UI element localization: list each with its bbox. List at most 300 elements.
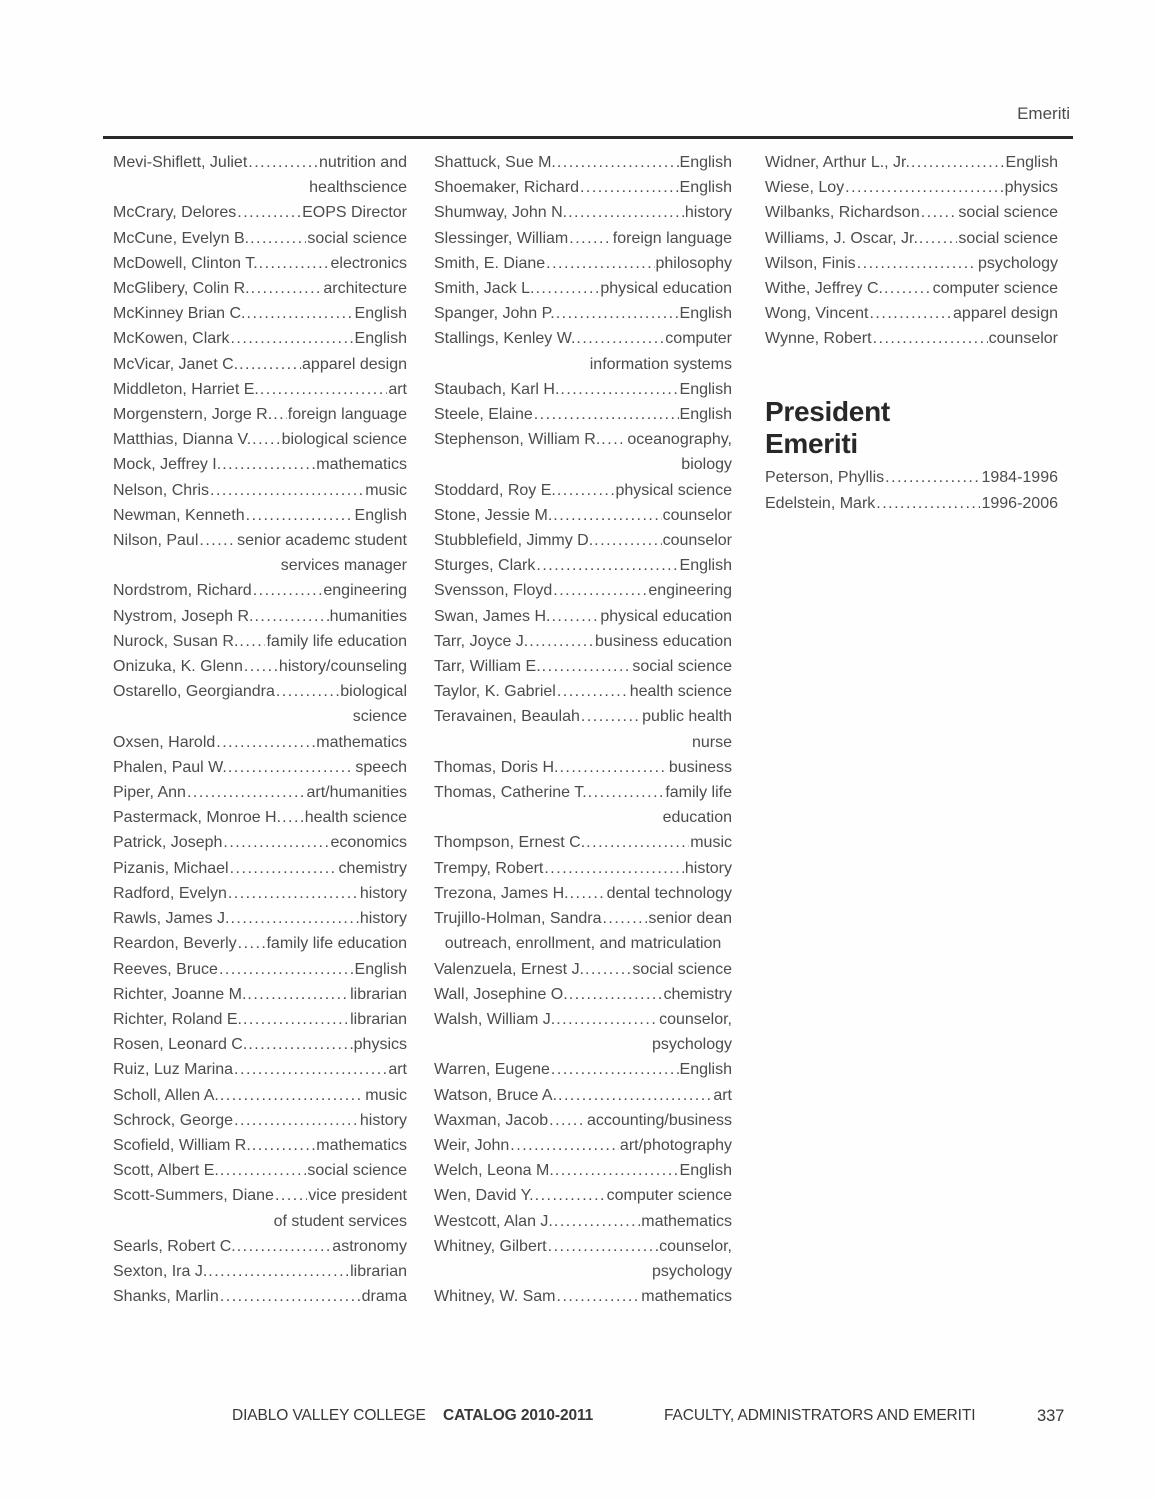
faculty-entry bbox=[113, 251, 407, 276]
faculty-entry bbox=[113, 856, 407, 881]
entry-department: psychology bbox=[977, 254, 1058, 272]
dot-leader bbox=[187, 780, 306, 805]
faculty-entry bbox=[434, 704, 732, 754]
entry-department: social science bbox=[307, 229, 407, 247]
dot-leader bbox=[276, 679, 339, 704]
entry-department: vice president bbox=[308, 1187, 407, 1205]
entry-department: senior academc student bbox=[237, 532, 407, 550]
entry-department: English bbox=[679, 305, 732, 323]
faculty-entry bbox=[113, 452, 407, 477]
entry-department: biological bbox=[340, 683, 407, 701]
entry-department: art/photography bbox=[619, 1136, 732, 1154]
dot-leader bbox=[568, 200, 684, 225]
entry-department: health science bbox=[629, 683, 732, 701]
faculty-entry bbox=[434, 1158, 732, 1183]
dot-leader bbox=[228, 755, 355, 780]
entry-department: foreign language bbox=[612, 229, 732, 247]
dot-leader bbox=[535, 276, 599, 301]
entry-name: Thomas, Doris H. bbox=[434, 758, 559, 776]
faculty-entry bbox=[434, 175, 732, 200]
dot-leader bbox=[569, 982, 663, 1007]
faculty-entry bbox=[113, 906, 407, 931]
entry-department: 1996-2006 bbox=[981, 494, 1058, 512]
entry-name: Nordstrom, Richard bbox=[113, 582, 252, 600]
entry-name: Oxsen, Harold bbox=[113, 733, 216, 751]
entry-name: Piper, Ann bbox=[113, 784, 186, 802]
dot-leader bbox=[546, 251, 654, 276]
dot-leader bbox=[594, 528, 661, 553]
entry-name: Reeves, Bruce bbox=[113, 960, 218, 978]
entry-name: Patrick, Joseph bbox=[113, 834, 223, 852]
faculty-entry bbox=[434, 578, 732, 603]
entry-department: English bbox=[679, 1061, 732, 1079]
entry-department: history bbox=[684, 859, 732, 877]
entry-name: McDowell, Clinton T. bbox=[113, 254, 258, 272]
dot-leader bbox=[602, 906, 647, 931]
entry-department: 1984-1996 bbox=[981, 468, 1058, 486]
entry-department-continuation: nurse bbox=[691, 733, 732, 751]
faculty-entry bbox=[113, 957, 407, 982]
entry-name: Scott-Summers, Diane bbox=[113, 1187, 274, 1205]
entry-name: Wiese, Loy bbox=[765, 179, 845, 197]
entry-department: English bbox=[354, 960, 407, 978]
entry-name: Waxman, Jacob bbox=[434, 1111, 549, 1129]
faculty-entry bbox=[434, 1183, 732, 1208]
entry-department: art bbox=[713, 1086, 732, 1104]
entry-name: Williams, J. Oscar, Jr. bbox=[765, 229, 918, 247]
dot-leader bbox=[911, 150, 1005, 175]
entry-name: Stone, Jessie M. bbox=[434, 506, 553, 524]
entry-name: Whitney, Gilbert bbox=[434, 1237, 547, 1255]
faculty-entry bbox=[434, 654, 732, 679]
faculty-entry bbox=[765, 465, 1058, 491]
entry-department-continuation: information systems bbox=[589, 355, 732, 373]
entry-department: computer science bbox=[932, 280, 1058, 298]
dot-leader bbox=[553, 578, 647, 603]
entry-department: nutrition and bbox=[318, 154, 407, 171]
entry-department: history bbox=[359, 910, 407, 928]
dot-leader bbox=[228, 881, 359, 906]
entry-name: Shattuck, Sue M. bbox=[434, 154, 556, 171]
faculty-entry bbox=[434, 1209, 732, 1234]
dot-leader bbox=[260, 377, 387, 402]
dot-leader bbox=[873, 326, 988, 351]
dot-leader bbox=[282, 805, 304, 830]
entry-name: McGlibery, Colin R. bbox=[113, 280, 250, 298]
faculty-entry bbox=[113, 755, 407, 780]
dot-leader bbox=[237, 200, 301, 225]
faculty-entry bbox=[434, 881, 732, 906]
dot-leader bbox=[247, 301, 354, 326]
dot-leader bbox=[246, 503, 354, 528]
faculty-entry bbox=[113, 604, 407, 629]
faculty-entry bbox=[113, 1057, 407, 1082]
entry-name: Wall, Josephine O. bbox=[434, 985, 568, 1003]
entry-name: Wynne, Robert bbox=[765, 330, 872, 348]
entry-department-continuation: education bbox=[662, 809, 732, 827]
emeriti-column-2 bbox=[434, 150, 732, 1309]
entry-department: social science bbox=[958, 204, 1058, 222]
entry-department-continuation: psychology bbox=[651, 1036, 732, 1054]
faculty-entry bbox=[113, 1183, 407, 1233]
dot-leader bbox=[219, 957, 354, 982]
entry-name: Nelson, Chris bbox=[113, 481, 210, 499]
dot-leader bbox=[557, 478, 615, 503]
faculty-entry bbox=[113, 679, 407, 729]
dot-leader bbox=[544, 856, 684, 881]
dot-leader bbox=[556, 1007, 658, 1032]
dot-leader bbox=[581, 704, 641, 729]
entry-department: accounting/business bbox=[587, 1111, 732, 1129]
entry-name: Mock, Jeffrey I. bbox=[113, 456, 222, 474]
entry-name: Thompson, Ernest C. bbox=[434, 834, 586, 852]
entry-department: business bbox=[668, 758, 732, 776]
dot-leader bbox=[234, 1057, 387, 1082]
dot-leader bbox=[273, 402, 287, 427]
dot-leader bbox=[551, 604, 599, 629]
entry-name: Smith, E. Diane bbox=[434, 254, 546, 272]
entry-name: Wong, Vincent bbox=[765, 305, 869, 323]
faculty-entry bbox=[113, 730, 407, 755]
entry-department: English bbox=[679, 1162, 732, 1180]
entry-name: Tarr, William E. bbox=[434, 658, 541, 676]
dot-leader bbox=[557, 1284, 641, 1309]
dot-leader bbox=[857, 251, 977, 276]
entry-name: Shumway, John N. bbox=[434, 204, 568, 222]
dot-leader bbox=[876, 491, 980, 517]
dot-leader bbox=[845, 175, 1004, 200]
entry-department: mathematics bbox=[316, 733, 407, 751]
dot-leader bbox=[223, 830, 329, 855]
entry-department: public health bbox=[642, 708, 732, 726]
dot-leader bbox=[208, 1259, 349, 1284]
faculty-entry bbox=[434, 629, 732, 654]
dot-leader bbox=[551, 1057, 679, 1082]
entry-name: Reardon, Beverly bbox=[113, 935, 237, 953]
entry-name: Stephenson, William R. bbox=[434, 431, 601, 449]
entry-name: Trezona, James H. bbox=[434, 884, 569, 902]
entry-name: Newman, Kenneth bbox=[113, 506, 245, 524]
entry-department: English bbox=[679, 179, 732, 197]
faculty-entry bbox=[434, 402, 732, 427]
dot-leader bbox=[234, 1108, 359, 1133]
faculty-entry bbox=[434, 503, 732, 528]
entry-department: business education bbox=[595, 632, 732, 650]
dot-leader bbox=[529, 629, 594, 654]
dot-leader bbox=[250, 226, 306, 251]
entry-department: music bbox=[365, 481, 407, 499]
faculty-entry bbox=[434, 200, 732, 225]
entry-name: Widner, Arthur L., Jr. bbox=[765, 154, 910, 171]
entry-department: English bbox=[679, 380, 732, 398]
entry-department: family life education bbox=[266, 935, 407, 953]
entry-name: Stubblefield, Jimmy D. bbox=[434, 532, 594, 550]
entry-department: physical science bbox=[615, 481, 732, 499]
dot-leader bbox=[557, 679, 629, 704]
entry-name: Richter, Joanne M. bbox=[113, 985, 247, 1003]
dot-leader bbox=[220, 1284, 361, 1309]
entry-department-continuation: outreach, enrollment, and matriculation bbox=[444, 935, 722, 953]
entry-name: Spanger, John P. bbox=[434, 305, 555, 323]
faculty-entry bbox=[113, 503, 407, 528]
entry-name: McVicar, Janet C. bbox=[113, 355, 239, 373]
dot-leader bbox=[586, 830, 689, 855]
entry-name: McKinney Brian C. bbox=[113, 305, 246, 323]
dot-leader bbox=[558, 1083, 712, 1108]
entry-department: physical education bbox=[600, 607, 732, 625]
dot-leader bbox=[243, 1007, 349, 1032]
emeriti-column-3-list bbox=[765, 150, 1058, 352]
dot-leader bbox=[199, 528, 236, 553]
entry-name: Smith, Jack L. bbox=[434, 280, 535, 298]
faculty-entry bbox=[113, 780, 407, 805]
dot-leader bbox=[535, 1183, 606, 1208]
dot-leader bbox=[248, 1032, 352, 1057]
entry-name: Watson, Bruce A. bbox=[434, 1086, 558, 1104]
faculty-entry bbox=[113, 1284, 407, 1309]
entry-department: counselor, bbox=[659, 1010, 732, 1028]
dot-leader bbox=[536, 553, 678, 578]
entry-name: Richter, Roland E. bbox=[113, 1010, 242, 1028]
dot-leader bbox=[534, 402, 679, 427]
entry-name: Wen, David Y. bbox=[434, 1187, 534, 1205]
entry-department: foreign language bbox=[287, 406, 407, 424]
dot-leader bbox=[244, 654, 278, 679]
entry-department: music bbox=[690, 834, 732, 852]
entry-department: art/humanities bbox=[306, 784, 407, 802]
dot-leader bbox=[238, 931, 266, 956]
faculty-entry bbox=[765, 326, 1058, 351]
entry-department: astronomy bbox=[332, 1237, 407, 1255]
entry-department: engineering bbox=[323, 582, 407, 600]
page-header-label: Emeriti bbox=[1017, 104, 1070, 123]
entry-department: history bbox=[684, 204, 732, 222]
footer-section-title: FACULTY, ADMINISTRATORS AND EMERITI bbox=[664, 1407, 976, 1424]
faculty-entry bbox=[113, 528, 407, 578]
faculty-entry bbox=[113, 931, 407, 956]
entry-name: Weir, John bbox=[434, 1136, 510, 1154]
faculty-entry bbox=[113, 578, 407, 603]
dot-leader bbox=[559, 755, 667, 780]
entry-name: Trujillo-Holman, Sandra bbox=[434, 910, 602, 928]
entry-department: health science bbox=[304, 809, 407, 827]
faculty-entry bbox=[434, 377, 732, 402]
entry-department: social science bbox=[307, 1162, 407, 1180]
entry-department-continuation: biology bbox=[681, 456, 732, 474]
faculty-entry bbox=[113, 1032, 407, 1057]
dot-leader bbox=[239, 352, 301, 377]
dot-leader bbox=[254, 604, 328, 629]
faculty-entry bbox=[434, 553, 732, 578]
header-rule bbox=[103, 136, 1073, 139]
faculty-entry bbox=[765, 226, 1058, 251]
president-emeriti-title-line-1: President bbox=[765, 395, 890, 427]
dot-leader bbox=[275, 1183, 307, 1208]
entry-name: Warren, Eugene bbox=[434, 1061, 550, 1079]
entry-name: Teravainen, Beaulah bbox=[434, 708, 580, 726]
entry-name: Sexton, Ira J. bbox=[113, 1262, 208, 1280]
entry-name: McKowen, Clark bbox=[113, 330, 230, 348]
entry-department: music bbox=[365, 1086, 407, 1104]
faculty-entry bbox=[765, 251, 1058, 276]
entry-department: philosophy bbox=[655, 254, 732, 272]
entry-name: Scott, Albert E. bbox=[113, 1162, 219, 1180]
faculty-entry bbox=[434, 276, 732, 301]
dot-leader bbox=[230, 906, 358, 931]
dot-leader bbox=[220, 1083, 364, 1108]
dot-leader bbox=[247, 982, 349, 1007]
entry-department: humanities bbox=[329, 607, 407, 625]
entry-name: Sturges, Clark bbox=[434, 557, 536, 575]
entry-department: art bbox=[388, 380, 407, 398]
faculty-entry bbox=[113, 352, 407, 377]
entry-department: social science bbox=[632, 960, 732, 978]
entry-department: librarian bbox=[350, 1010, 407, 1028]
entry-department: English bbox=[679, 406, 732, 424]
entry-department: biological science bbox=[281, 431, 407, 449]
entry-department: counselor, bbox=[659, 1237, 732, 1255]
entry-name: Nurock, Susan R. bbox=[113, 632, 239, 650]
faculty-entry bbox=[765, 175, 1058, 200]
faculty-entry bbox=[765, 491, 1058, 517]
entry-name: Pastermack, Monroe H. bbox=[113, 809, 282, 827]
faculty-entry bbox=[765, 150, 1058, 175]
entry-name: Stoddard, Roy E. bbox=[434, 481, 556, 499]
entry-department: computer science bbox=[606, 1187, 732, 1205]
faculty-entry bbox=[434, 528, 732, 553]
faculty-entry bbox=[113, 654, 407, 679]
dot-leader bbox=[556, 301, 679, 326]
faculty-entry bbox=[765, 200, 1058, 225]
entry-department: physics bbox=[1004, 179, 1058, 197]
faculty-entry bbox=[434, 679, 732, 704]
entry-department-continuation: services manager bbox=[280, 557, 407, 575]
faculty-entry bbox=[434, 780, 732, 830]
faculty-entry bbox=[113, 226, 407, 251]
dot-leader bbox=[210, 478, 364, 503]
entry-department: drama bbox=[361, 1288, 407, 1306]
entry-department: history bbox=[359, 1111, 407, 1129]
faculty-entry bbox=[113, 200, 407, 225]
entry-name: Wilson, Finis bbox=[765, 254, 856, 272]
president-emeriti-list bbox=[765, 465, 1058, 517]
faculty-entry bbox=[434, 150, 732, 175]
emeriti-column-1 bbox=[113, 150, 407, 1309]
entry-department: apparel design bbox=[953, 305, 1058, 323]
faculty-entry bbox=[434, 326, 732, 376]
entry-department: mathematics bbox=[641, 1288, 732, 1306]
faculty-entry bbox=[113, 276, 407, 301]
faculty-entry bbox=[434, 830, 732, 855]
entry-name: Slessinger, William bbox=[434, 229, 569, 247]
dot-leader bbox=[237, 1234, 332, 1259]
faculty-entry bbox=[434, 1234, 732, 1284]
entry-name: Nystrom, Joseph R. bbox=[113, 607, 254, 625]
entry-department: social science bbox=[958, 229, 1058, 247]
footer-college-name: DIABLO VALLEY COLLEGE bbox=[232, 1407, 426, 1424]
entry-department: family life education bbox=[266, 632, 407, 650]
dot-leader bbox=[921, 200, 958, 225]
president-emeriti-title-line-2: Emeriti bbox=[765, 427, 858, 459]
dot-leader bbox=[548, 1234, 658, 1259]
entry-department: computer bbox=[665, 330, 732, 348]
entry-department: English bbox=[679, 557, 732, 575]
entry-department: dental technology bbox=[606, 884, 732, 902]
faculty-entry bbox=[113, 982, 407, 1007]
entry-department: economics bbox=[330, 834, 407, 852]
faculty-entry bbox=[434, 856, 732, 881]
entry-name: Valenzuela, Ernest J. bbox=[434, 960, 585, 978]
dot-leader bbox=[555, 1158, 679, 1183]
faculty-entry bbox=[113, 830, 407, 855]
entry-department: chemistry bbox=[338, 859, 407, 877]
faculty-entry bbox=[113, 1108, 407, 1133]
entry-department: social science bbox=[632, 658, 732, 676]
footer-page-number: 337 bbox=[1037, 1407, 1065, 1425]
entry-department: counselor bbox=[988, 330, 1058, 348]
entry-name: Searls, Robert C. bbox=[113, 1237, 236, 1255]
entry-name: Steele, Elaine bbox=[434, 406, 533, 424]
dot-leader bbox=[576, 326, 664, 351]
dot-leader bbox=[220, 1158, 307, 1183]
faculty-entry bbox=[434, 1083, 732, 1108]
entry-name: Rawls, James J. bbox=[113, 910, 230, 928]
entry-department: physics bbox=[353, 1036, 407, 1054]
entry-department: senior dean bbox=[648, 910, 732, 928]
dot-leader bbox=[252, 1133, 315, 1158]
faculty-entry bbox=[113, 478, 407, 503]
faculty-entry bbox=[765, 276, 1058, 301]
entry-department: architecture bbox=[323, 280, 407, 298]
dot-leader bbox=[588, 780, 665, 805]
entry-name: Tarr, Joyce J. bbox=[434, 632, 529, 650]
entry-name: Trempy, Robert bbox=[434, 859, 544, 877]
dot-leader bbox=[580, 175, 679, 200]
entry-name: Stallings, Kenley W. bbox=[434, 330, 576, 348]
entry-department-continuation: of student services bbox=[273, 1212, 407, 1230]
entry-department: librarian bbox=[350, 1262, 407, 1280]
entry-department: chemistry bbox=[663, 985, 732, 1003]
president-emeriti-section bbox=[765, 396, 1058, 517]
entry-department: engineering bbox=[648, 582, 732, 600]
faculty-entry bbox=[434, 1057, 732, 1082]
faculty-entry bbox=[113, 881, 407, 906]
entry-name: Westcott, Alan J. bbox=[434, 1212, 553, 1230]
faculty-entry bbox=[434, 957, 732, 982]
faculty-entry bbox=[434, 755, 732, 780]
dot-leader bbox=[585, 957, 631, 982]
footer-catalog-title: CATALOG 2010-2011 bbox=[443, 1407, 594, 1424]
faculty-entry bbox=[113, 150, 407, 200]
faculty-entry bbox=[434, 478, 732, 503]
dot-leader bbox=[252, 427, 280, 452]
dot-leader bbox=[601, 427, 626, 452]
entry-department: physical education bbox=[600, 280, 732, 298]
entry-department: librarian bbox=[350, 985, 407, 1003]
dot-leader bbox=[259, 251, 330, 276]
entry-department: mathematics bbox=[316, 456, 407, 474]
dot-leader bbox=[510, 1133, 619, 1158]
entry-department: history/counseling bbox=[278, 658, 407, 676]
dot-leader bbox=[542, 654, 632, 679]
entry-name: Wilbanks, Richardson bbox=[765, 204, 920, 222]
faculty-entry bbox=[113, 1007, 407, 1032]
dot-leader bbox=[239, 629, 265, 654]
entry-name: Svensson, Floyd bbox=[434, 582, 553, 600]
entry-department: electronics bbox=[330, 254, 407, 272]
faculty-entry bbox=[765, 301, 1058, 326]
entry-department-continuation: healthscience bbox=[309, 179, 407, 197]
